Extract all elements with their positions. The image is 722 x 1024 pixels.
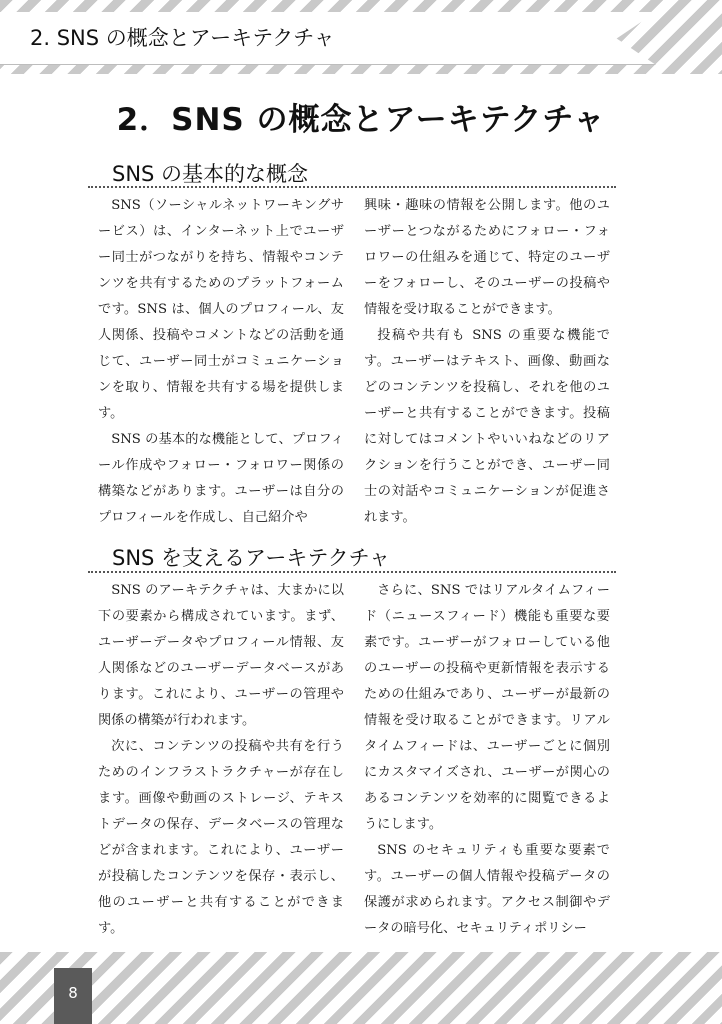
paragraph: 興味・趣味の情報を公開します。他のユーザーとつながるためにフォロー・フォロワーの仕組みを通じて、特定のユーザーをフォローし、そのユーザーの投稿や情報を受け取ることができます。 [364, 198, 610, 317]
paragraph: 次に、コンテンツの投稿や共有を行うためのインフラストラクチャーが存在します。画像や動画のストレージ、テキストデータの保存、データベースの管理などが含まれます。これにより、ユーザーが投稿したコンテンツを保存・表示し、他のユーザーと共有することができます。 [98, 739, 344, 936]
section-heading-architecture: SNS を支えるアーキテクチャ [112, 546, 390, 570]
paragraph: さらに、SNS ではリアルタイムフィード（ニュースフィード）機能も重要な要素です。ユーザーがフォローしている他のユーザーの投稿や更新情報を表示するための仕組みであり、ユーザーが最新の情報を受け取ることができます。リアルタイムフィードは、ユーザーごとに個別にカスタマイズされ、ユーザーが関心のあるコンテンツを効率的に閲覧できるようにします。 [364, 583, 610, 832]
paragraph: SNS のセキュリティも重要な要素です。ユーザーの個人情報や投稿データの保護が求められます。アクセス制御やデータの暗号化、セキュリティポリシー [364, 843, 610, 936]
running-header-title: 2. SNS の概念とアーキテクチャ [30, 26, 335, 50]
section-1-left-column [98, 193, 344, 531]
paragraph: SNS の基本的な機能として、プロフィール作成やフォロー・フォロワー関係の構築などがあります。ユーザーは自分のプロフィールを作成し、自己紹介や [98, 432, 344, 525]
footer-stripe-band [0, 952, 722, 1024]
paragraph: SNS のアーキテクチャは、大まかに以下の要素から構成されています。まず、ユーザーデータやプロフィール情報、友人関係などのユーザーデータベースがあります。これにより、ユーザーの管理や関係の構築が行われます。 [98, 583, 344, 728]
section-2-left-column [98, 578, 344, 942]
section-1-right-column [364, 193, 610, 531]
page-number: 8 [54, 968, 92, 1024]
page-title: 2．SNS の概念とアーキテクチャ [116, 102, 606, 138]
section-2-right-column [364, 578, 610, 942]
section-heading-basic-concept: SNS の基本的な概念 [112, 162, 309, 186]
paragraph: 投稿や共有も SNS の重要な機能です。ユーザーはテキスト、画像、動画などのコンテンツを投稿し、それを他のユーザーと共有することができます。投稿に対してはコメントやいいねなどのリアクションを行うことができ、ユーザー同士の対話やコミュニケーションが促進されます。 [364, 328, 610, 525]
section-divider [88, 571, 616, 573]
section-divider [88, 186, 616, 188]
paragraph: SNS（ソーシャルネットワーキングサービス）は、インターネット上でユーザー同士がつながりを持ち、情報やコンテンツを共有するためのプラットフォームです。SNS は、個人のプロフィール、友人関係、投稿やコメントなどの活動を通じて、ユーザー同士がコミュニケーションを取り、情報を共有する場を提供します。 [98, 198, 344, 421]
